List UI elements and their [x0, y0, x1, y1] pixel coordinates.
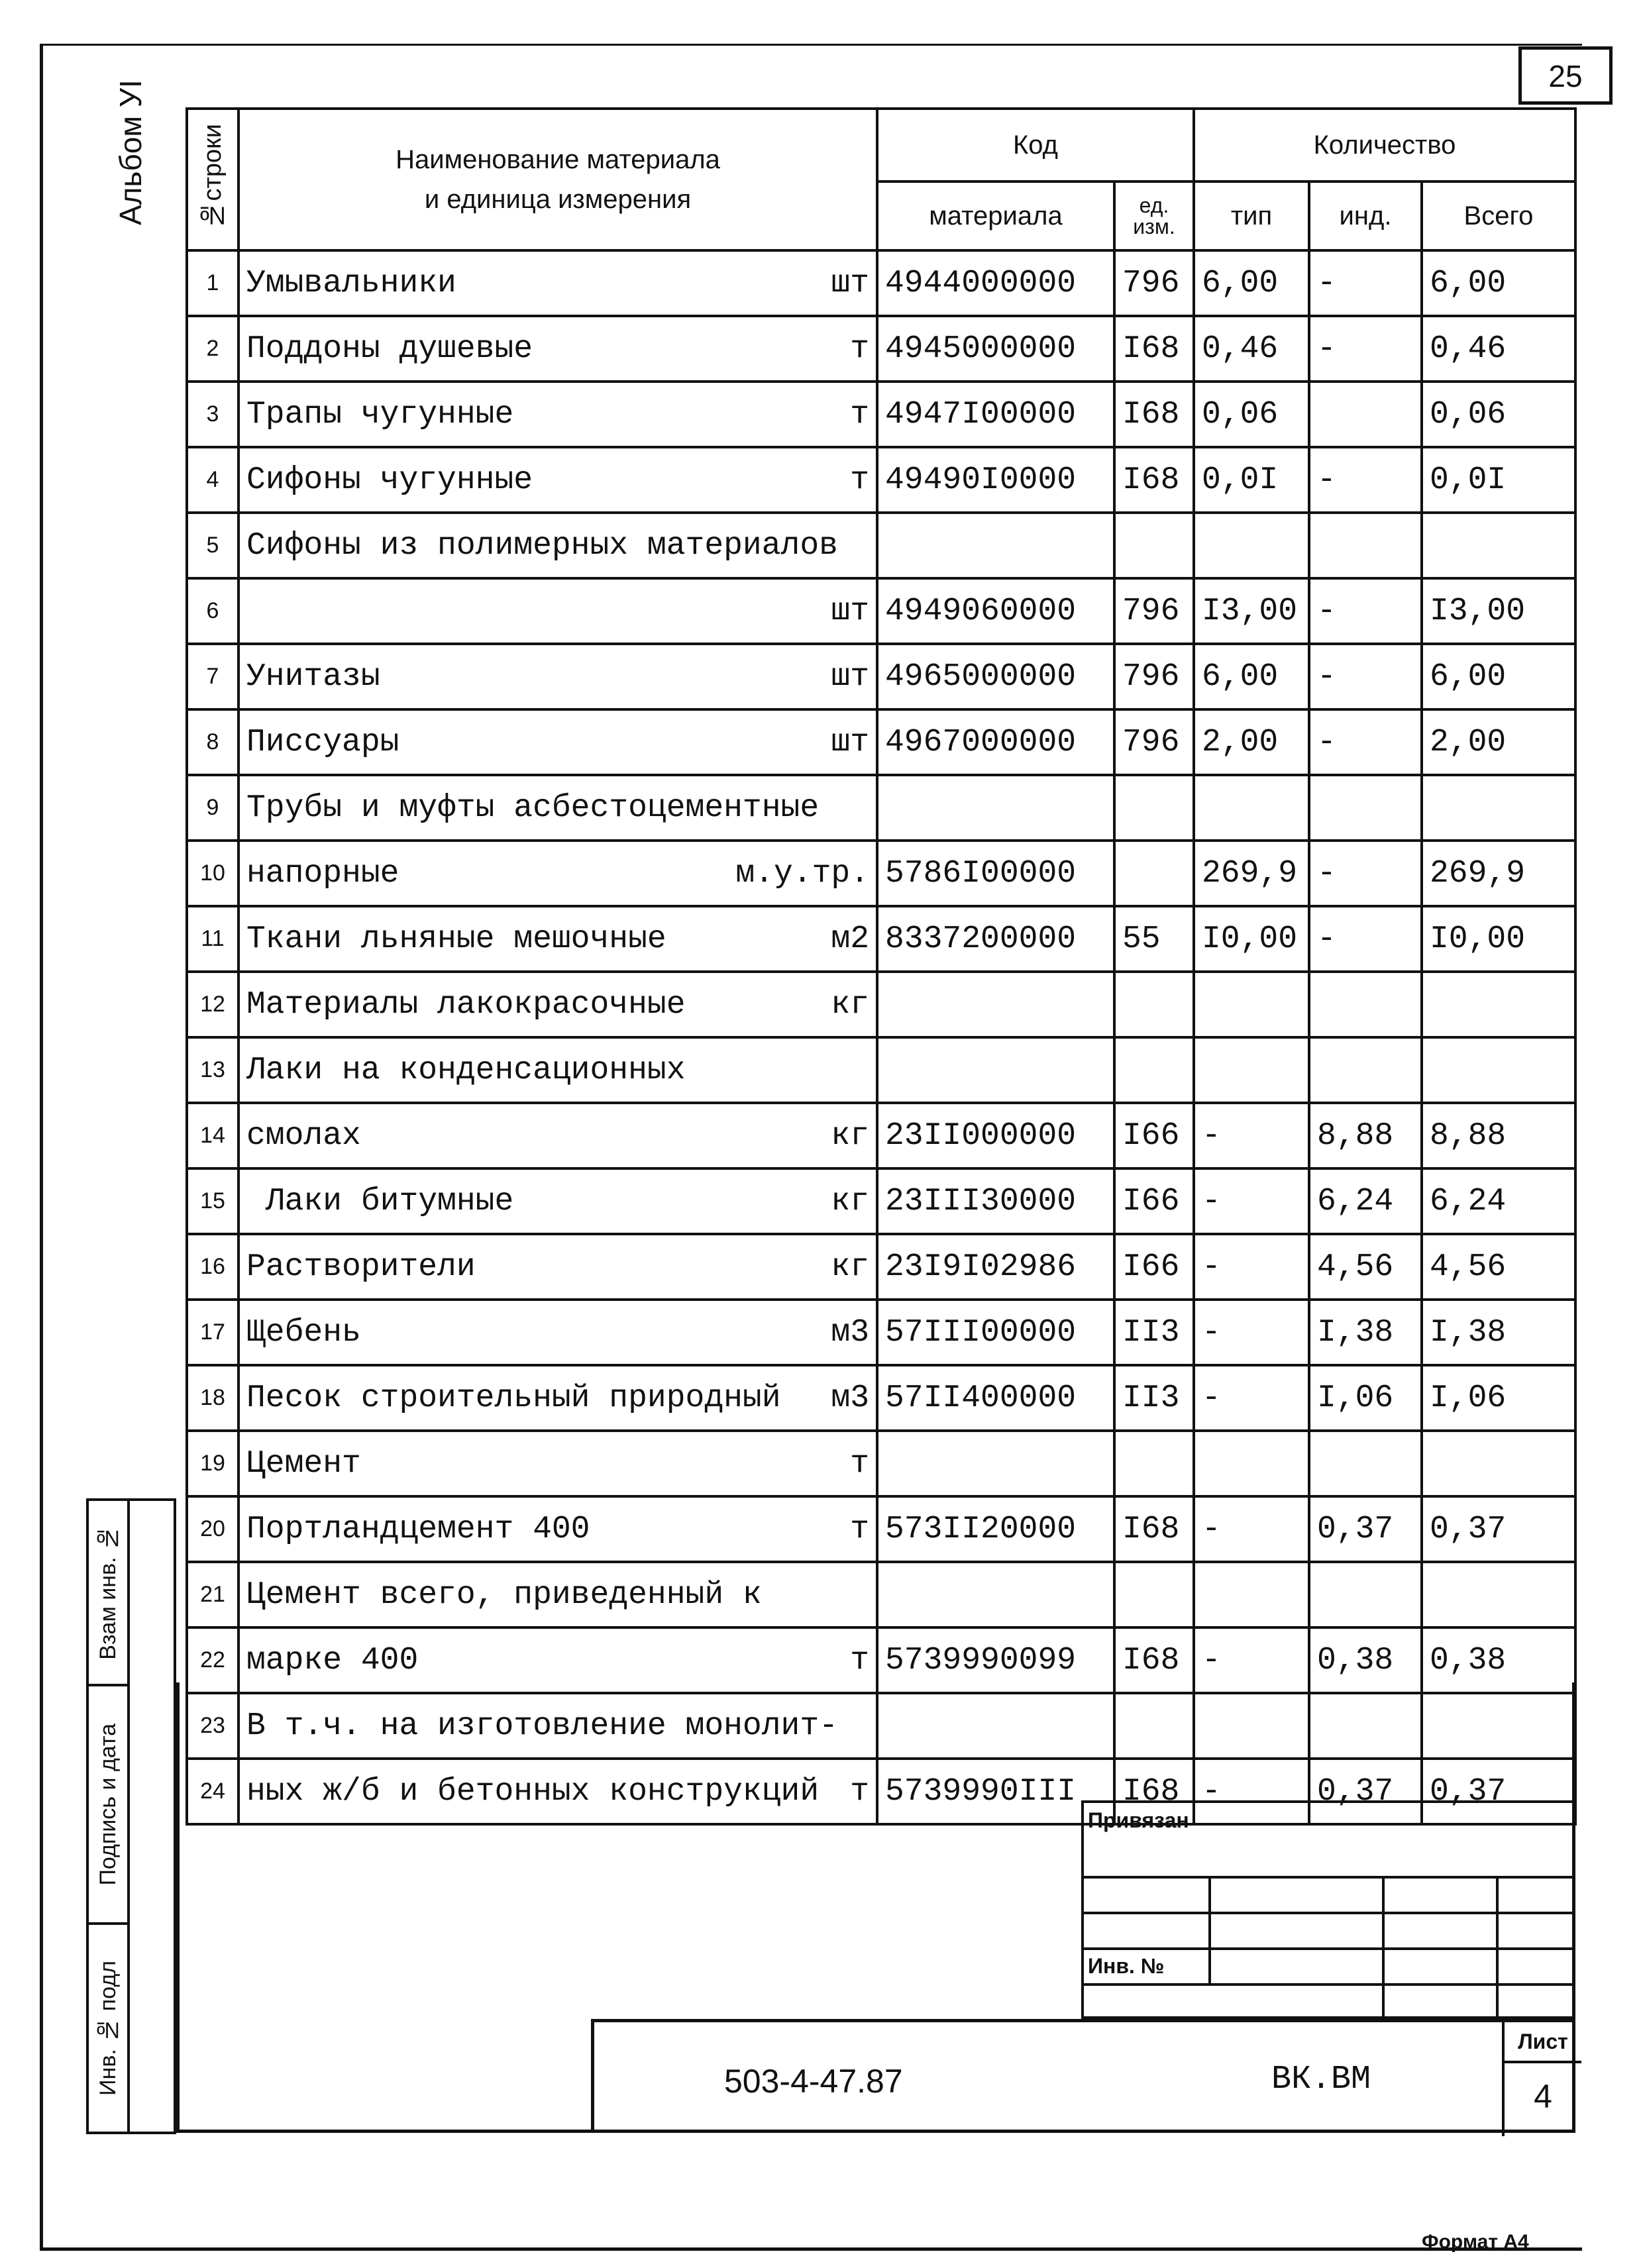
table-row	[187, 1496, 1575, 1562]
material-unit: кг	[831, 1183, 869, 1219]
qty-type: 0,0I	[1194, 447, 1309, 513]
material-code: 49490I0000	[877, 447, 1114, 513]
qty-total: 0,06	[1422, 382, 1575, 447]
table-row	[187, 972, 1575, 1037]
qty-ind: -	[1309, 906, 1422, 972]
material-name-cell	[238, 1496, 877, 1562]
material-unit: кг	[831, 986, 869, 1023]
material-code: 23III30000	[877, 1168, 1114, 1234]
qty-type	[1194, 775, 1309, 841]
material-code: 5786I00000	[877, 841, 1114, 906]
sheet-cell	[1502, 2022, 1581, 2136]
qty-total	[1422, 972, 1575, 1037]
unit-code: 55	[1114, 906, 1194, 972]
material-name: Трапы чугунные	[246, 396, 514, 433]
row-number: 10	[187, 841, 238, 906]
stamp-line	[1084, 1876, 1573, 1879]
unit-code	[1114, 1562, 1194, 1627]
qty-type: -	[1194, 1627, 1309, 1693]
table-row	[187, 841, 1575, 906]
qty-type: 6,00	[1194, 250, 1309, 316]
material-name-cell	[238, 447, 877, 513]
material-name-cell	[238, 906, 877, 972]
table-row	[187, 1234, 1575, 1300]
qty-ind: I,38	[1309, 1300, 1422, 1365]
qty-type: 0,46	[1194, 316, 1309, 382]
qty-type: -	[1194, 1168, 1309, 1234]
qty-type: -	[1194, 1103, 1309, 1168]
qty-type: 2,00	[1194, 709, 1309, 775]
qty-ind	[1309, 1562, 1422, 1627]
header-code-group: Код	[877, 109, 1194, 181]
material-name: Песок строительный природный	[246, 1380, 781, 1416]
qty-type	[1194, 972, 1309, 1037]
material-code: 4965000000	[877, 644, 1114, 709]
qty-ind: 0,37	[1309, 1759, 1422, 1824]
table-row	[187, 382, 1575, 447]
unit-code: I68	[1114, 447, 1194, 513]
material-name: Портландцемент 400	[246, 1511, 590, 1547]
material-code	[877, 1562, 1114, 1627]
unit-code	[1114, 1037, 1194, 1103]
qty-ind	[1309, 382, 1422, 447]
material-name: Щебень	[246, 1314, 361, 1351]
unit-code: 796	[1114, 644, 1194, 709]
qty-ind: I,06	[1309, 1365, 1422, 1431]
material-unit: т	[850, 462, 869, 498]
material-unit: т	[850, 1445, 869, 1482]
qty-ind: -	[1309, 841, 1422, 906]
table-row	[187, 906, 1575, 972]
side-stamp-inv-label: Инв. № подл	[95, 1961, 121, 2096]
qty-total: 6,24	[1422, 1168, 1575, 1234]
qty-total: 269,9	[1422, 841, 1575, 906]
qty-ind	[1309, 972, 1422, 1037]
table-row	[187, 447, 1575, 513]
doc-code: 503-4-47.87	[724, 2063, 903, 2100]
stamp-vline	[1208, 1876, 1211, 1983]
qty-ind	[1309, 513, 1422, 578]
material-name-cell	[238, 578, 877, 644]
unit-code	[1114, 841, 1194, 906]
material-code: 4945000000	[877, 316, 1114, 382]
header-name-line2: и единица измерения	[424, 185, 692, 214]
qty-total: 0,38	[1422, 1627, 1575, 1693]
format-label: Формат А4	[1422, 2231, 1529, 2253]
qty-total: I0,00	[1422, 906, 1575, 972]
material-code	[877, 1431, 1114, 1496]
qty-ind: 0,38	[1309, 1627, 1422, 1693]
header-qty-total: Всего	[1422, 181, 1575, 250]
qty-total: 6,00	[1422, 250, 1575, 316]
table-row	[187, 513, 1575, 578]
qty-total: I,38	[1422, 1300, 1575, 1365]
material-code	[877, 513, 1114, 578]
table-row	[187, 250, 1575, 316]
qty-total: 4,56	[1422, 1234, 1575, 1300]
qty-type	[1194, 1037, 1309, 1103]
stamp-vline	[1382, 1876, 1385, 2019]
material-code: 57II400000	[877, 1365, 1114, 1431]
material-name: ных ж/б и бетонных конструкций	[246, 1773, 820, 1810]
qty-total	[1422, 1037, 1575, 1103]
row-number: 12	[187, 972, 238, 1037]
side-stamp-inv	[89, 1925, 127, 2132]
table-row	[187, 1103, 1575, 1168]
qty-type: -	[1194, 1759, 1309, 1824]
row-number: 23	[187, 1693, 238, 1759]
unit-code: I68	[1114, 382, 1194, 447]
side-stamp-podpis	[89, 1686, 127, 1925]
side-stamp-podpis-label: Подпись и дата	[95, 1723, 121, 1886]
material-name: Растворители	[246, 1249, 476, 1285]
unit-code: 796	[1114, 250, 1194, 316]
qty-ind: -	[1309, 709, 1422, 775]
material-unit: т	[850, 1511, 869, 1547]
material-name-cell	[238, 644, 877, 709]
material-code	[877, 775, 1114, 841]
material-unit: т	[850, 1773, 869, 1810]
qty-ind: -	[1309, 644, 1422, 709]
qty-total	[1422, 775, 1575, 841]
qty-ind: 0,37	[1309, 1496, 1422, 1562]
row-number: 8	[187, 709, 238, 775]
table-row	[187, 1562, 1575, 1627]
material-name: смолах	[246, 1117, 361, 1154]
header-row-no	[187, 109, 238, 250]
material-name: Унитазы	[246, 658, 380, 695]
material-name-cell	[238, 1037, 877, 1103]
qty-type	[1194, 1562, 1309, 1627]
material-unit: шт	[831, 658, 869, 695]
qty-total: 0,37	[1422, 1759, 1575, 1824]
unit-code: II3	[1114, 1300, 1194, 1365]
row-number: 24	[187, 1759, 238, 1824]
qty-type	[1194, 1431, 1309, 1496]
header-name	[238, 109, 877, 250]
qty-total: I,06	[1422, 1365, 1575, 1431]
material-unit: м3	[831, 1314, 869, 1351]
unit-code	[1114, 1431, 1194, 1496]
stamp-line	[1084, 1983, 1573, 1986]
table-row	[187, 709, 1575, 775]
material-code: 573II20000	[877, 1496, 1114, 1562]
qty-type: -	[1194, 1300, 1309, 1365]
material-unit: м3	[831, 1380, 869, 1416]
qty-type: I0,00	[1194, 906, 1309, 972]
unit-code: I66	[1114, 1103, 1194, 1168]
material-name-cell	[238, 1103, 877, 1168]
material-unit: т	[850, 1642, 869, 1678]
sheet-number: 25	[1518, 46, 1613, 105]
materials-table	[186, 107, 1577, 1826]
side-stamp-divider	[127, 1501, 130, 2132]
row-number: 16	[187, 1234, 238, 1300]
row-number: 6	[187, 578, 238, 644]
qty-total	[1422, 513, 1575, 578]
header-qty-ind: инд.	[1309, 181, 1422, 250]
qty-type: -	[1194, 1234, 1309, 1300]
material-unit: шт	[831, 724, 869, 760]
qty-total: 0,37	[1422, 1496, 1575, 1562]
row-number: 3	[187, 382, 238, 447]
qty-ind: 8,88	[1309, 1103, 1422, 1168]
material-code	[877, 1037, 1114, 1103]
table-row	[187, 578, 1575, 644]
qty-type: -	[1194, 1365, 1309, 1431]
material-name: марке 400	[246, 1642, 419, 1678]
row-number: 14	[187, 1103, 238, 1168]
unit-code: I68	[1114, 1759, 1194, 1824]
row-number: 4	[187, 447, 238, 513]
table-row	[187, 1431, 1575, 1496]
unit-code: I66	[1114, 1234, 1194, 1300]
unit-code: I68	[1114, 316, 1194, 382]
material-unit: т	[850, 396, 869, 433]
qty-total: I3,00	[1422, 578, 1575, 644]
material-name-cell	[238, 775, 877, 841]
material-code: 5739990III	[877, 1759, 1114, 1824]
row-number: 5	[187, 513, 238, 578]
material-name: Писсуары	[246, 724, 399, 760]
material-name-cell	[238, 513, 877, 578]
qty-ind	[1309, 1037, 1422, 1103]
table-row	[187, 1168, 1575, 1234]
row-number: 13	[187, 1037, 238, 1103]
material-unit: шт	[831, 593, 869, 629]
material-name: Поддоны душевые	[246, 331, 533, 367]
header-qty-type: тип	[1194, 181, 1309, 250]
qty-ind: 6,24	[1309, 1168, 1422, 1234]
material-name-cell	[238, 1562, 877, 1627]
title-block	[591, 2019, 1575, 2133]
unit-code: I66	[1114, 1168, 1194, 1234]
material-name: Трубы и муфты асбестоцементные	[246, 790, 820, 826]
material-code: 23II000000	[877, 1103, 1114, 1168]
material-name-cell	[238, 382, 877, 447]
unit-code: 796	[1114, 709, 1194, 775]
sheet-value: 4	[1534, 2078, 1552, 2115]
unit-code: I68	[1114, 1627, 1194, 1693]
material-unit: м2	[831, 921, 869, 957]
material-code: 4967000000	[877, 709, 1114, 775]
row-number: 19	[187, 1431, 238, 1496]
material-name: Лаки на конденсационных	[246, 1052, 686, 1088]
qty-ind	[1309, 1431, 1422, 1496]
material-name-cell	[238, 1168, 877, 1234]
material-name-cell	[238, 250, 877, 316]
material-code: 4944000000	[877, 250, 1114, 316]
row-number: 20	[187, 1496, 238, 1562]
stamp-privyazan: Привязан	[1088, 1808, 1189, 1832]
material-code: 4947I00000	[877, 382, 1114, 447]
row-number: 7	[187, 644, 238, 709]
material-name: Материалы лакокрасочные	[246, 986, 686, 1023]
table-row	[187, 775, 1575, 841]
material-name: Цемент	[246, 1445, 361, 1482]
material-name: Лаки битумные	[246, 1183, 514, 1219]
header-code-material: материала	[877, 181, 1114, 250]
material-unit: кг	[831, 1117, 869, 1154]
qty-type: 269,9	[1194, 841, 1309, 906]
unit-code: 796	[1114, 578, 1194, 644]
table-row	[187, 316, 1575, 382]
qty-type	[1194, 513, 1309, 578]
stamp-line	[1084, 1947, 1573, 1950]
material-unit: кг	[831, 1249, 869, 1285]
qty-type: 6,00	[1194, 644, 1309, 709]
qty-type: -	[1194, 1496, 1309, 1562]
material-name: Сифоны чугунные	[246, 462, 533, 498]
material-code: 8337200000	[877, 906, 1114, 972]
side-stamp-vzam-label: Взам инв. №	[95, 1525, 121, 1660]
material-code: 23I9I02986	[877, 1234, 1114, 1300]
row-number: 15	[187, 1168, 238, 1234]
qty-ind: -	[1309, 250, 1422, 316]
material-name-cell	[238, 841, 877, 906]
unit-code: II3	[1114, 1365, 1194, 1431]
stamp-line	[1084, 1912, 1573, 1914]
header-name-line1: Наименование материала	[396, 145, 720, 174]
material-code: 4949060000	[877, 578, 1114, 644]
material-unit: м.у.тр.	[735, 855, 869, 892]
material-name-cell	[238, 1234, 877, 1300]
qty-total	[1422, 1431, 1575, 1496]
stamp-vline	[1496, 1876, 1499, 2019]
row-number: 18	[187, 1365, 238, 1431]
binding-stamp	[1081, 1800, 1575, 2019]
material-name: Цемент всего, приведенный к	[246, 1576, 762, 1613]
qty-ind: 4,56	[1309, 1234, 1422, 1300]
qty-total: 0,46	[1422, 316, 1575, 382]
material-name: напорные	[246, 855, 399, 892]
row-number: 22	[187, 1627, 238, 1693]
album-label: Альбом УI	[113, 79, 148, 225]
side-stamp	[86, 1498, 176, 2134]
material-name-cell	[238, 972, 877, 1037]
material-code: 5739990099	[877, 1627, 1114, 1693]
qty-ind: -	[1309, 578, 1422, 644]
material-name: Ткани льняные мешочные	[246, 921, 666, 957]
row-number: 11	[187, 906, 238, 972]
material-unit: т	[850, 331, 869, 367]
row-number: 1	[187, 250, 238, 316]
doc-section: ВК.ВМ	[1271, 2061, 1371, 2098]
unit-code	[1114, 972, 1194, 1037]
material-name: Умывальники	[246, 265, 456, 301]
qty-total	[1422, 1562, 1575, 1627]
unit-code	[1114, 513, 1194, 578]
table-row	[187, 1365, 1575, 1431]
material-code	[877, 972, 1114, 1037]
unit-code	[1114, 775, 1194, 841]
material-code: 57III00000	[877, 1300, 1114, 1365]
qty-type: 0,06	[1194, 382, 1309, 447]
material-name: Сифоны из полимерных материалов	[246, 527, 838, 564]
unit-code: I68	[1114, 1496, 1194, 1562]
qty-ind	[1309, 775, 1422, 841]
material-name: В т.ч. на изготовление монолит-	[246, 1708, 838, 1744]
side-stamp-vzam	[89, 1501, 127, 1686]
material-name-cell	[238, 1365, 877, 1431]
qty-total: 6,00	[1422, 644, 1575, 709]
row-number: 2	[187, 316, 238, 382]
row-number: 9	[187, 775, 238, 841]
material-name-cell	[238, 316, 877, 382]
qty-ind: -	[1309, 316, 1422, 382]
material-name-cell	[238, 1300, 877, 1365]
qty-total: 2,00	[1422, 709, 1575, 775]
material-name-cell	[238, 1431, 877, 1496]
table-row	[187, 1300, 1575, 1365]
qty-ind: -	[1309, 447, 1422, 513]
table-row	[187, 644, 1575, 709]
qty-type: I3,00	[1194, 578, 1309, 644]
sheet-label: Лист	[1505, 2022, 1581, 2063]
table-row	[187, 1037, 1575, 1103]
qty-total: 0,0I	[1422, 447, 1575, 513]
material-unit: шт	[831, 265, 869, 301]
qty-total: 8,88	[1422, 1103, 1575, 1168]
header-code-unit: ед. изм.	[1114, 181, 1194, 250]
row-number: 21	[187, 1562, 238, 1627]
header-qty-group: Количество	[1194, 109, 1575, 181]
row-number: 17	[187, 1300, 238, 1365]
stamp-inv-no: Инв. №	[1088, 1954, 1165, 1978]
material-name-cell	[238, 709, 877, 775]
header-row-no-label: №строки	[198, 123, 227, 229]
